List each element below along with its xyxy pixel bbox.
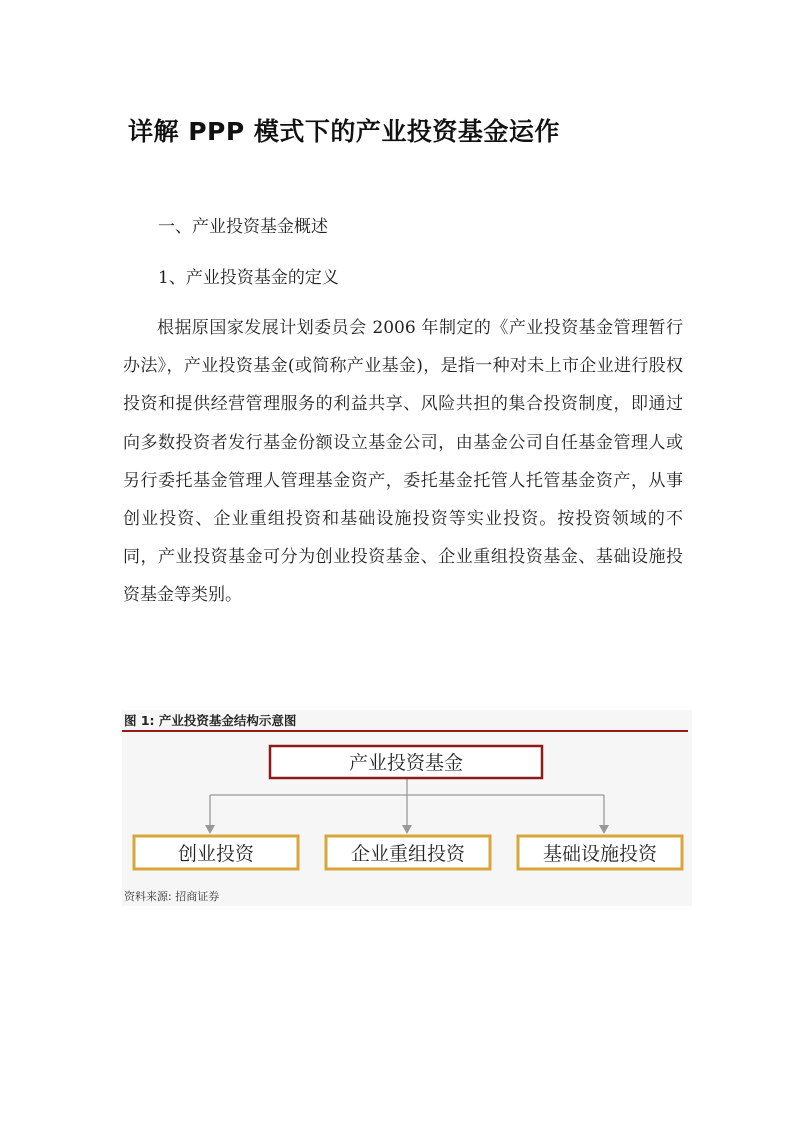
child-node-venture	[134, 836, 298, 869]
root-node-label: 产业投资基金	[348, 752, 464, 774]
arrowheads	[205, 825, 609, 834]
child-node-restructuring	[326, 836, 490, 869]
child-node-label: 基础设施投资	[542, 843, 658, 865]
structure-diagram	[122, 734, 692, 884]
root-node	[270, 746, 542, 778]
structure-figure	[122, 710, 692, 906]
arrowhead-left	[205, 825, 215, 834]
figure-caption: 图 1: 产业投资基金结构示意图	[124, 713, 297, 728]
definition-paragraph: 根据原国家发展计划委员会 2006 年制定的《产业投资基金管理暂行办法》，产业投资基金(或简称产业基金)，是指一种对未上市企业进行股权投资和提供经营管理服务的利益共享、风险共担的集合投资制度，即通过向多数投资者发行基金份额设立基金公司，由基金公司自任基金管理人或另行委托基金管理人管理基金资产，委托基金托管人托管基金资产，从事创业投资、企业重组投资和基础设施投资等实业投资。按投资领域的不同，产业投资基金可分为创业投资基金、企业重组投资基金、基础设施投资基金等类别。	[123, 318, 683, 606]
document-title: 详解 PPP 模式下的产业投资基金运作	[128, 117, 560, 146]
child-node-label: 创业投资	[177, 843, 255, 865]
section-heading: 一、产业投资基金概述	[158, 217, 328, 237]
subsection-heading: 1、产业投资基金的定义	[158, 268, 339, 288]
connector-lines	[210, 779, 604, 827]
arrowhead-center	[402, 825, 412, 834]
child-node-infrastructure	[518, 836, 682, 869]
figure-source: 资料来源: 招商证券	[124, 890, 220, 903]
arrowhead-right	[599, 825, 609, 834]
figure-header	[122, 710, 688, 732]
child-node-label: 企业重组投资	[350, 843, 466, 865]
